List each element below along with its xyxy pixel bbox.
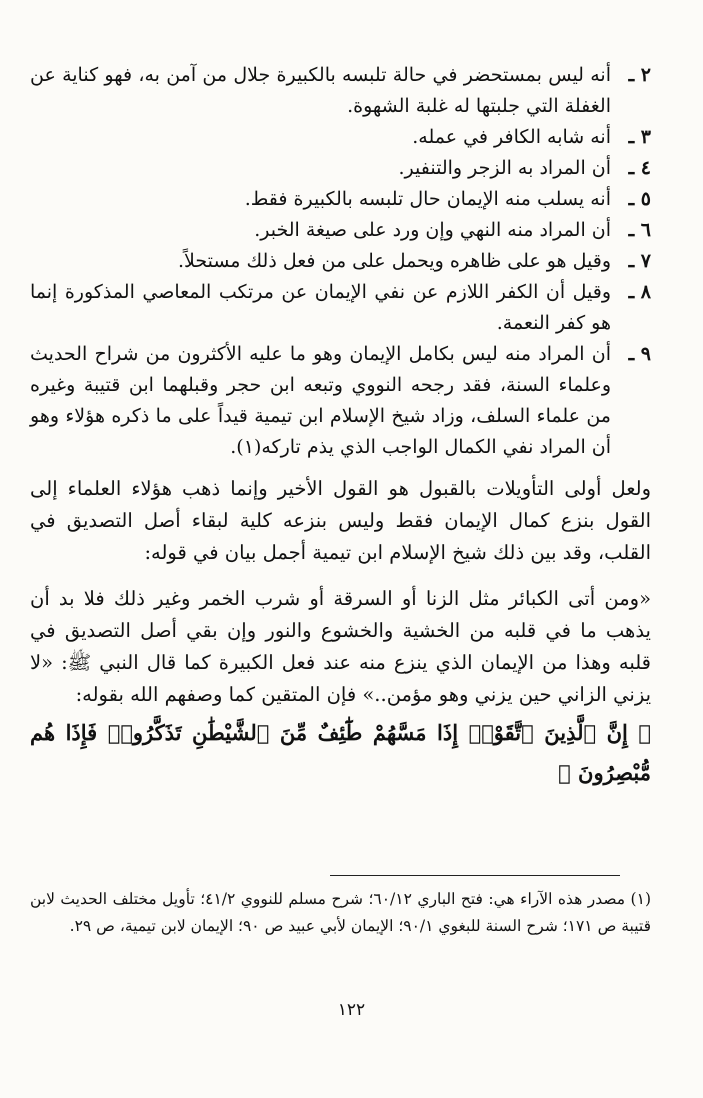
item-number: ٢ ـ [628,64,651,86]
list-item [30,184,651,215]
list-item [30,246,651,277]
list-item [30,153,651,184]
item-text: وقيل هو على ظاهره ويحمل على من فعل ذلك مستحلاً. [177,250,611,272]
item-number: ٣ ـ [628,126,651,148]
item-text: أن المراد منه ليس بكامل الإيمان وهو ما عليه الأكثرون من شراح الحديث وعلماء السنة، فقد رجحه النووي وتبعه ابن حجر وقبلهما ابن قتيبة وغيره من علماء السلف، وزاد شيخ الإسلام ابن تيمية قيداً على ما ذكره هؤلاء وهو أن المراد نفي الكمال الواجب الذي يذم تاركه(١). [30,343,611,458]
list-item [30,339,651,463]
item-number: ٧ ـ [628,250,651,272]
item-text: أنه يسلب منه الإيمان حال تلبسه بالكبيرة فقط. [244,188,611,210]
quotation-paragraph: «ومن أتى الكبائر مثل الزنا أو السرقة أو شرب الخمر وغير ذلك فلا بد أن يذهب ما في قلبه من الخشية والخشوع والنور وإن بقي أصل التصديق في قلبه وهذا من الإيمان الذي ينزع منه عند فعل الكبيرة كما قال النبي ﷺ: «لا يزني الزاني حين يزني وهو مؤمن..» فإن المتقين كما وصفهم الله بقوله: [30,587,651,706]
list-item [30,122,651,153]
page-number: ١٢٢ [337,1000,366,1020]
footnote: (١) مصدر هذه الآراء هي: فتح الباري ٦٠/١٢؛ شرح مسلم للنووي ٤١/٢؛ تأويل مختلف الحديث لابن قتيبة ص ١٧١؛ شرح السنة للبغوي ٩٠/١؛ الإيمان لأبي عبيد ص ٩٠؛ الإيمان لابن تيمية، ص ٢٩. [30,890,651,935]
item-text: أنه ليس بمستحضر في حالة تلبسه بالكبيرة جلال من آمن به، فهو كناية عن الغفلة التي جلبتها له غلبة الشهوة. [30,64,611,117]
item-text: أن المراد منه النهي وإن ورد على صيغة الخبر. [254,219,611,241]
body-paragraph: ولعل أولى التأويلات بالقبول هو القول الأخير وإنما ذهب هؤلاء العلماء إلى القول بنزع كمال الإيمان فقط وليس بنزعه كلية لبقاء أصل التصديق في القلب، وقد بين ذلك شيخ الإسلام ابن تيمية أجمل بيان في قوله: [30,477,651,564]
interpretations-list [30,60,651,463]
list-item [30,60,651,122]
item-number: ٥ ـ [628,188,651,210]
item-text: وقيل أن الكفر اللازم عن نفي الإيمان عن مرتكب المعاصي المذكورة إنما هو كفر النعمة. [30,281,611,334]
item-text: أن المراد به الزجر والتنفير. [398,157,611,179]
quran-verse: ﴿ إِنَّ ٱلَّذِينَ ٱتَّقَوْا۟ إِذَا مَسَّهُمْ طَٰٓئِفٌ مِّنَ ٱلشَّيْطَٰنِ تَذَكَّرُوا۟ فَإِذَا هُم مُّبْصِرُونَ ﴾ [30,720,651,785]
item-number: ٦ ـ [628,219,651,241]
list-item [30,215,651,246]
item-number: ٩ ـ [628,343,651,365]
list-item [30,277,651,339]
footnote-separator [330,875,620,876]
item-text: أنه شابه الكافر في عمله. [412,126,611,148]
item-number: ٤ ـ [628,157,651,179]
item-number: ٨ ـ [628,281,651,303]
